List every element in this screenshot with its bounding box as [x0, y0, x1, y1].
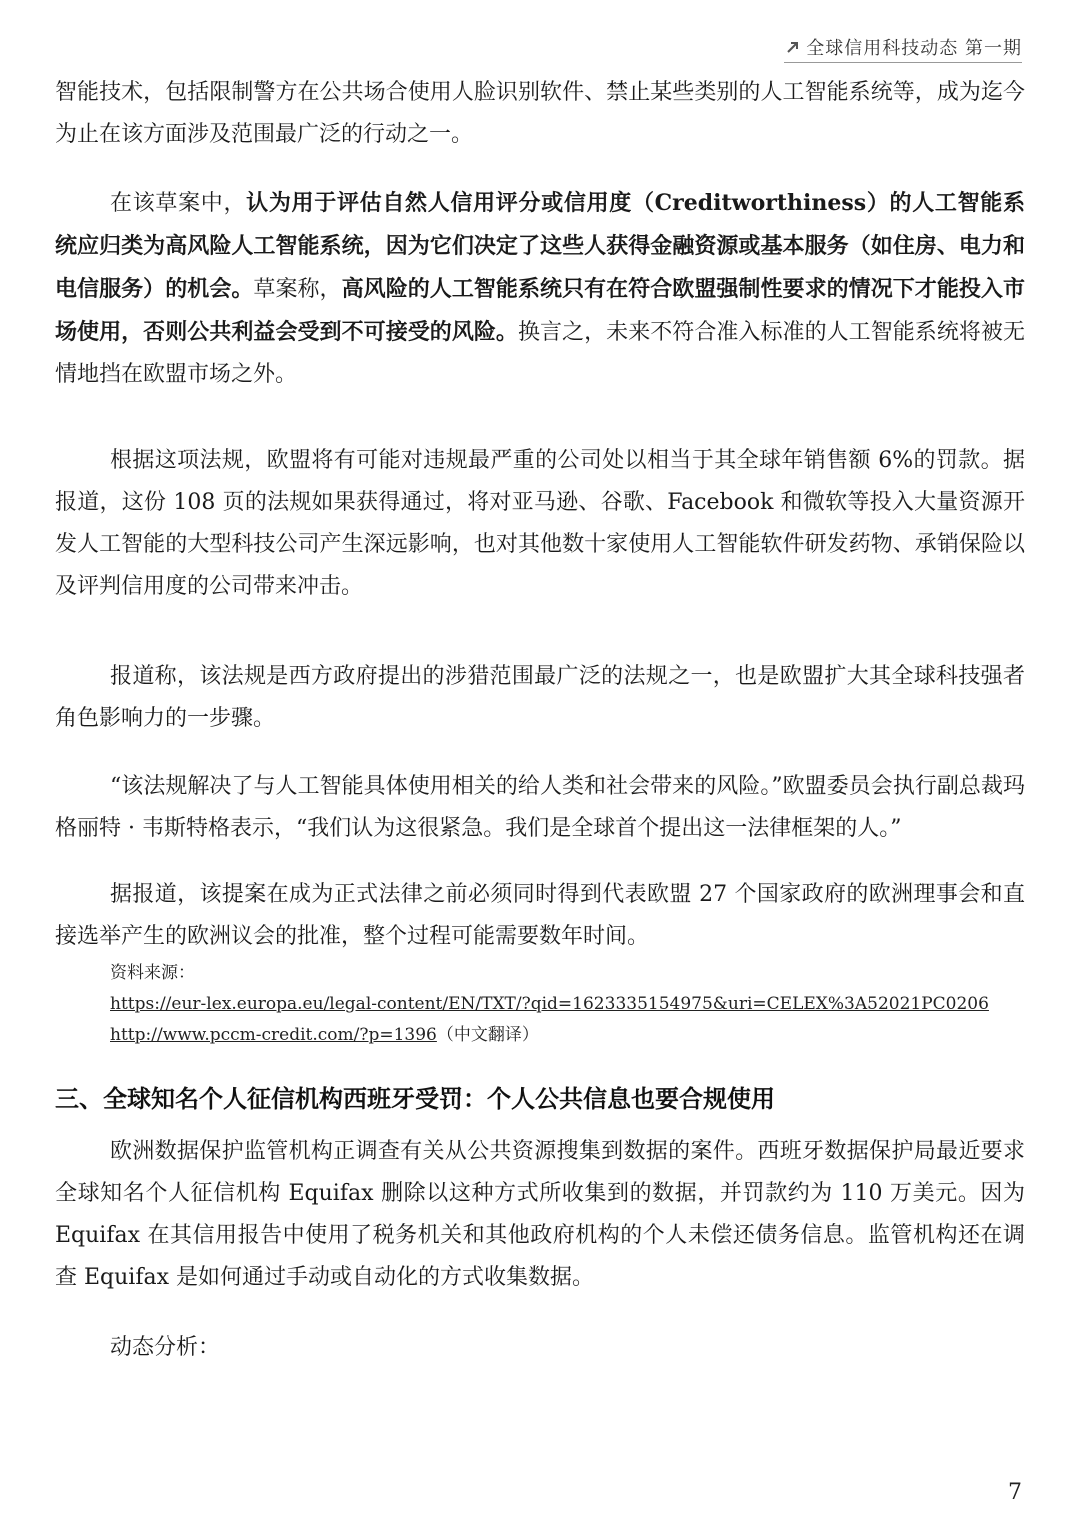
- page-header: [786, 34, 1022, 60]
- source-link-note: （中文翻译）: [436, 1025, 539, 1045]
- paragraph-2-intro: 在该草案中，: [110, 191, 247, 216]
- paragraph-6: 据报道，该提案在成为正式法律之前必须同时得到代表欧盟 27 个国家政府的欧洲理事会和直接选举产生的欧洲议会的批准，整个过程可能需要数年时间。: [55, 882, 1025, 949]
- paragraph-5: “该法规解决了与人工智能具体使用相关的给人类和社会带来的风险。”欧盟委员会执行副总裁玛格丽特 · 韦斯特格表示，“我们认为这很紧急。我们是全球首个提出这一法律框架的人。”: [55, 774, 1025, 841]
- section-3-paragraph-1: 欧洲数据保护监管机构正调查有关从公共资源搜集到数据的案件。西班牙数据保护局最近要求全球知名个人征信机构 Equifax 删除以这种方式所收集到的数据，并罚款约为 110 万美元。因为 Equifax 在其信用报告中使用了税务机关和其他政府机构的个人未偿还债务信息。监管机构还在调查 Equifax 是如何通过手动或自动化的方式收集数据。: [55, 1139, 1025, 1290]
- paragraph-2-mid: 草案称，: [253, 277, 342, 302]
- paragraph-3: 根据这项法规，欧盟将有可能对违规最严重的公司处以相当于其全球年销售额 6%的罚款。据报道，这份 108 页的法规如果获得通过，将对亚马逊、谷歌、Facebook 和微软等投入大量资源开发人工智能的大型科技公司产生深远影响，也对其他数十家使用人工智能软件研发药物、承销保险以及评判信用度的公司带来冲击。: [55, 448, 1025, 599]
- section-3-paragraph-2: 动态分析：: [110, 1335, 221, 1360]
- paragraph-2-bold-2: 高风险的人工智能系统只有在符合欧盟强制性要求的情况下才能投入市场使用，否则公共利益会受到不可接受的风险。: [55, 276, 1025, 345]
- arrow-up-right-icon: [786, 40, 800, 54]
- header-divider: [784, 62, 1022, 63]
- paragraph-2-bold-1: 认为用于评估自然人信用评分或信用度（Creditworthiness）的人工智能系统应归类为高风险人工智能系统，因为它们决定了这些人获得金融资源或基本服务（如住房、电力和电信服务）的机会。: [55, 190, 1025, 302]
- paragraph-1: 智能技术，包括限制警方在公共场合使用人脸识别软件、禁止某些类别的人工智能系统等，成为迄今为止在该方面涉及范围最广泛的行动之一。: [55, 80, 1025, 147]
- section-3-heading: 三、全球知名个人征信机构西班牙受罚：个人公共信息也要合规使用: [55, 1085, 775, 1113]
- page-body: [55, 72, 1025, 1369]
- header-title: 全球信用科技动态 第一期: [806, 38, 1022, 59]
- paragraph-4: 报道称，该法规是西方政府提出的涉猎范围最广泛的法规之一，也是欧盟扩大其全球科技强者角色影响力的一步骤。: [55, 664, 1025, 731]
- paragraph-2-end: 换言之，未来不符合准入标准的人工智能系统将被无情地挡在欧盟市场之外。: [55, 320, 1025, 387]
- page-number: 7: [1008, 1480, 1022, 1505]
- source-link-pccm[interactable]: http://www.pccm-credit.com/?p=1396: [110, 1025, 437, 1045]
- paragraph-2: [55, 182, 1025, 396]
- source-link-eurlex[interactable]: https://eur-lex.europa.eu/legal-content/EN/TXT/?qid=1623335154975&uri=CELEX%3A52021PC0206: [110, 994, 989, 1014]
- sources-label: 资料来源：: [110, 963, 195, 983]
- sources-block: [55, 958, 1025, 1051]
